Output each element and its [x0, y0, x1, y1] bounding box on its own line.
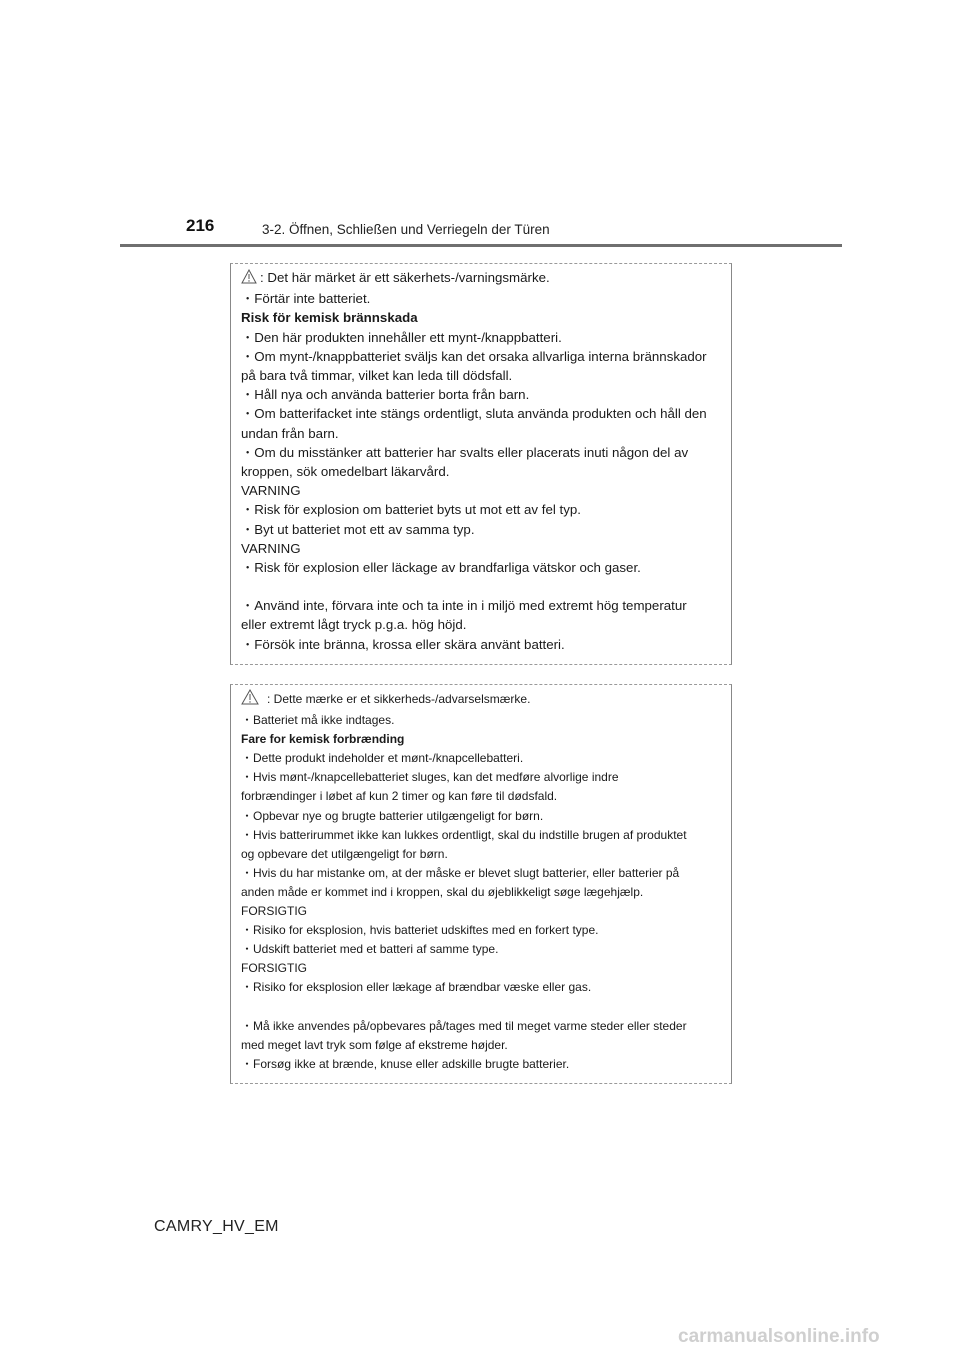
list-item: ・Udskift batteriet med et batteri af samme type.	[241, 942, 499, 957]
spacer	[241, 998, 721, 1017]
list-item: ・Batteriet må ikke indtages.	[241, 713, 395, 728]
warning-notice-swedish	[230, 263, 732, 665]
risk-heading: Risk för kemisk brännskada	[241, 310, 418, 326]
list-item: ・Om du misstänker att batterier har svalts eller placerats inuti någon del av	[241, 444, 689, 460]
risk-heading: Fare for kemisk forbrænding	[241, 732, 405, 747]
notice-intro-text: : Dette mærke er et sikkerheds-/advarselsmærke.	[267, 692, 531, 706]
warning-heading: VARNING	[241, 483, 301, 499]
page-number: 216	[186, 216, 215, 235]
list-item: ・Om batterifacket inte stängs ordentligt, sluta använda produkten och håll den	[241, 406, 707, 422]
notice-intro-text: : Det här märket är ett säkerhets-/varningsmärke.	[260, 270, 550, 285]
list-item: kroppen, sök omedelbart läkarvård.	[241, 464, 450, 480]
list-item: og opbevare det utilgængeligt for børn.	[241, 846, 448, 861]
list-item: anden måde er kommet ind i kroppen, skal du øjeblikkeligt søge lægehjælp.	[241, 884, 644, 899]
header-rule	[120, 244, 842, 247]
list-item: ・Använd inte, förvara inte och ta inte in i miljö med extremt hög temperatur	[241, 598, 687, 614]
list-item: ・Dette produkt indeholder et mønt-/knapcellebatteri.	[241, 751, 524, 766]
caution-heading: FORSIGTIG	[241, 904, 307, 919]
section-title: 3-2. Öffnen, Schließen und Verriegeln der Türen	[262, 222, 550, 237]
model-code: CAMRY_HV_EM	[154, 1218, 279, 1235]
list-item: ・Förtär inte batteriet.	[241, 291, 371, 307]
list-item: ・Hvis batterirummet ikke kan lukkes ordentligt, skal du indstille brugen af produktet	[241, 827, 687, 842]
list-item: undan från barn.	[241, 425, 339, 441]
spacer	[241, 577, 721, 596]
list-item: ・Försök inte bränna, krossa eller skära använt batteri.	[241, 636, 565, 652]
list-item: med meget lavt tryk som følge af ekstreme højder.	[241, 1037, 508, 1052]
list-item: eller extremt lågt tryck p.g.a. hög höjd.	[241, 617, 467, 633]
list-item: ・Risiko for eksplosion, hvis batteriet udskiftes med en forkert type.	[241, 923, 599, 938]
list-item: ・Må ikke anvendes på/opbevares på/tages med til meget varme steder eller steder	[241, 1018, 687, 1033]
list-item: ・Håll nya och använda batterier borta från barn.	[241, 387, 530, 403]
list-item: ・Byt ut batteriet mot ett av samma typ.	[241, 521, 475, 537]
list-item: ・Opbevar nye og brugte batterier utilgængeligt for børn.	[241, 808, 544, 823]
watermark: carmanualsonline.info	[678, 1326, 880, 1347]
warning-triangle-icon	[241, 269, 257, 289]
caution-heading: FORSIGTIG	[241, 961, 307, 976]
list-item: ・Risiko for eksplosion eller lækage af brændbar væske eller gas.	[241, 980, 592, 995]
list-item: ・Den här produkten innehåller ett mynt-/knappbatteri.	[241, 329, 562, 345]
list-item: på bara två timmar, vilket kan leda till dödsfall.	[241, 368, 513, 384]
warning-notice-danish	[230, 684, 732, 1084]
list-item: ・Hvis du har mistanke om, at der måske er blevet slugt batterier, eller batterier på	[241, 865, 680, 880]
list-item: ・Forsøg ikke at brænde, knuse eller adskille brugte batterier.	[241, 1056, 570, 1071]
notice-intro	[241, 689, 721, 711]
list-item: ・Risk för explosion eller läckage av brandfarliga vätskor och gaser.	[241, 560, 641, 576]
list-item: ・Risk för explosion om batteriet byts ut mot ett av fel typ.	[241, 502, 581, 518]
notice-intro	[241, 268, 721, 289]
warning-triangle-icon	[241, 689, 259, 711]
list-item: ・Om mynt-/knappbatteriet sväljs kan det orsaka allvarliga interna brännskador	[241, 348, 707, 364]
warning-heading: VARNING	[241, 540, 301, 556]
list-item: forbrændinger i løbet af kun 2 timer og kan føre til dødsfald.	[241, 789, 558, 804]
list-item: ・Hvis mønt-/knapcellebatteriet sluges, kan det medføre alvorlige indre	[241, 770, 619, 785]
